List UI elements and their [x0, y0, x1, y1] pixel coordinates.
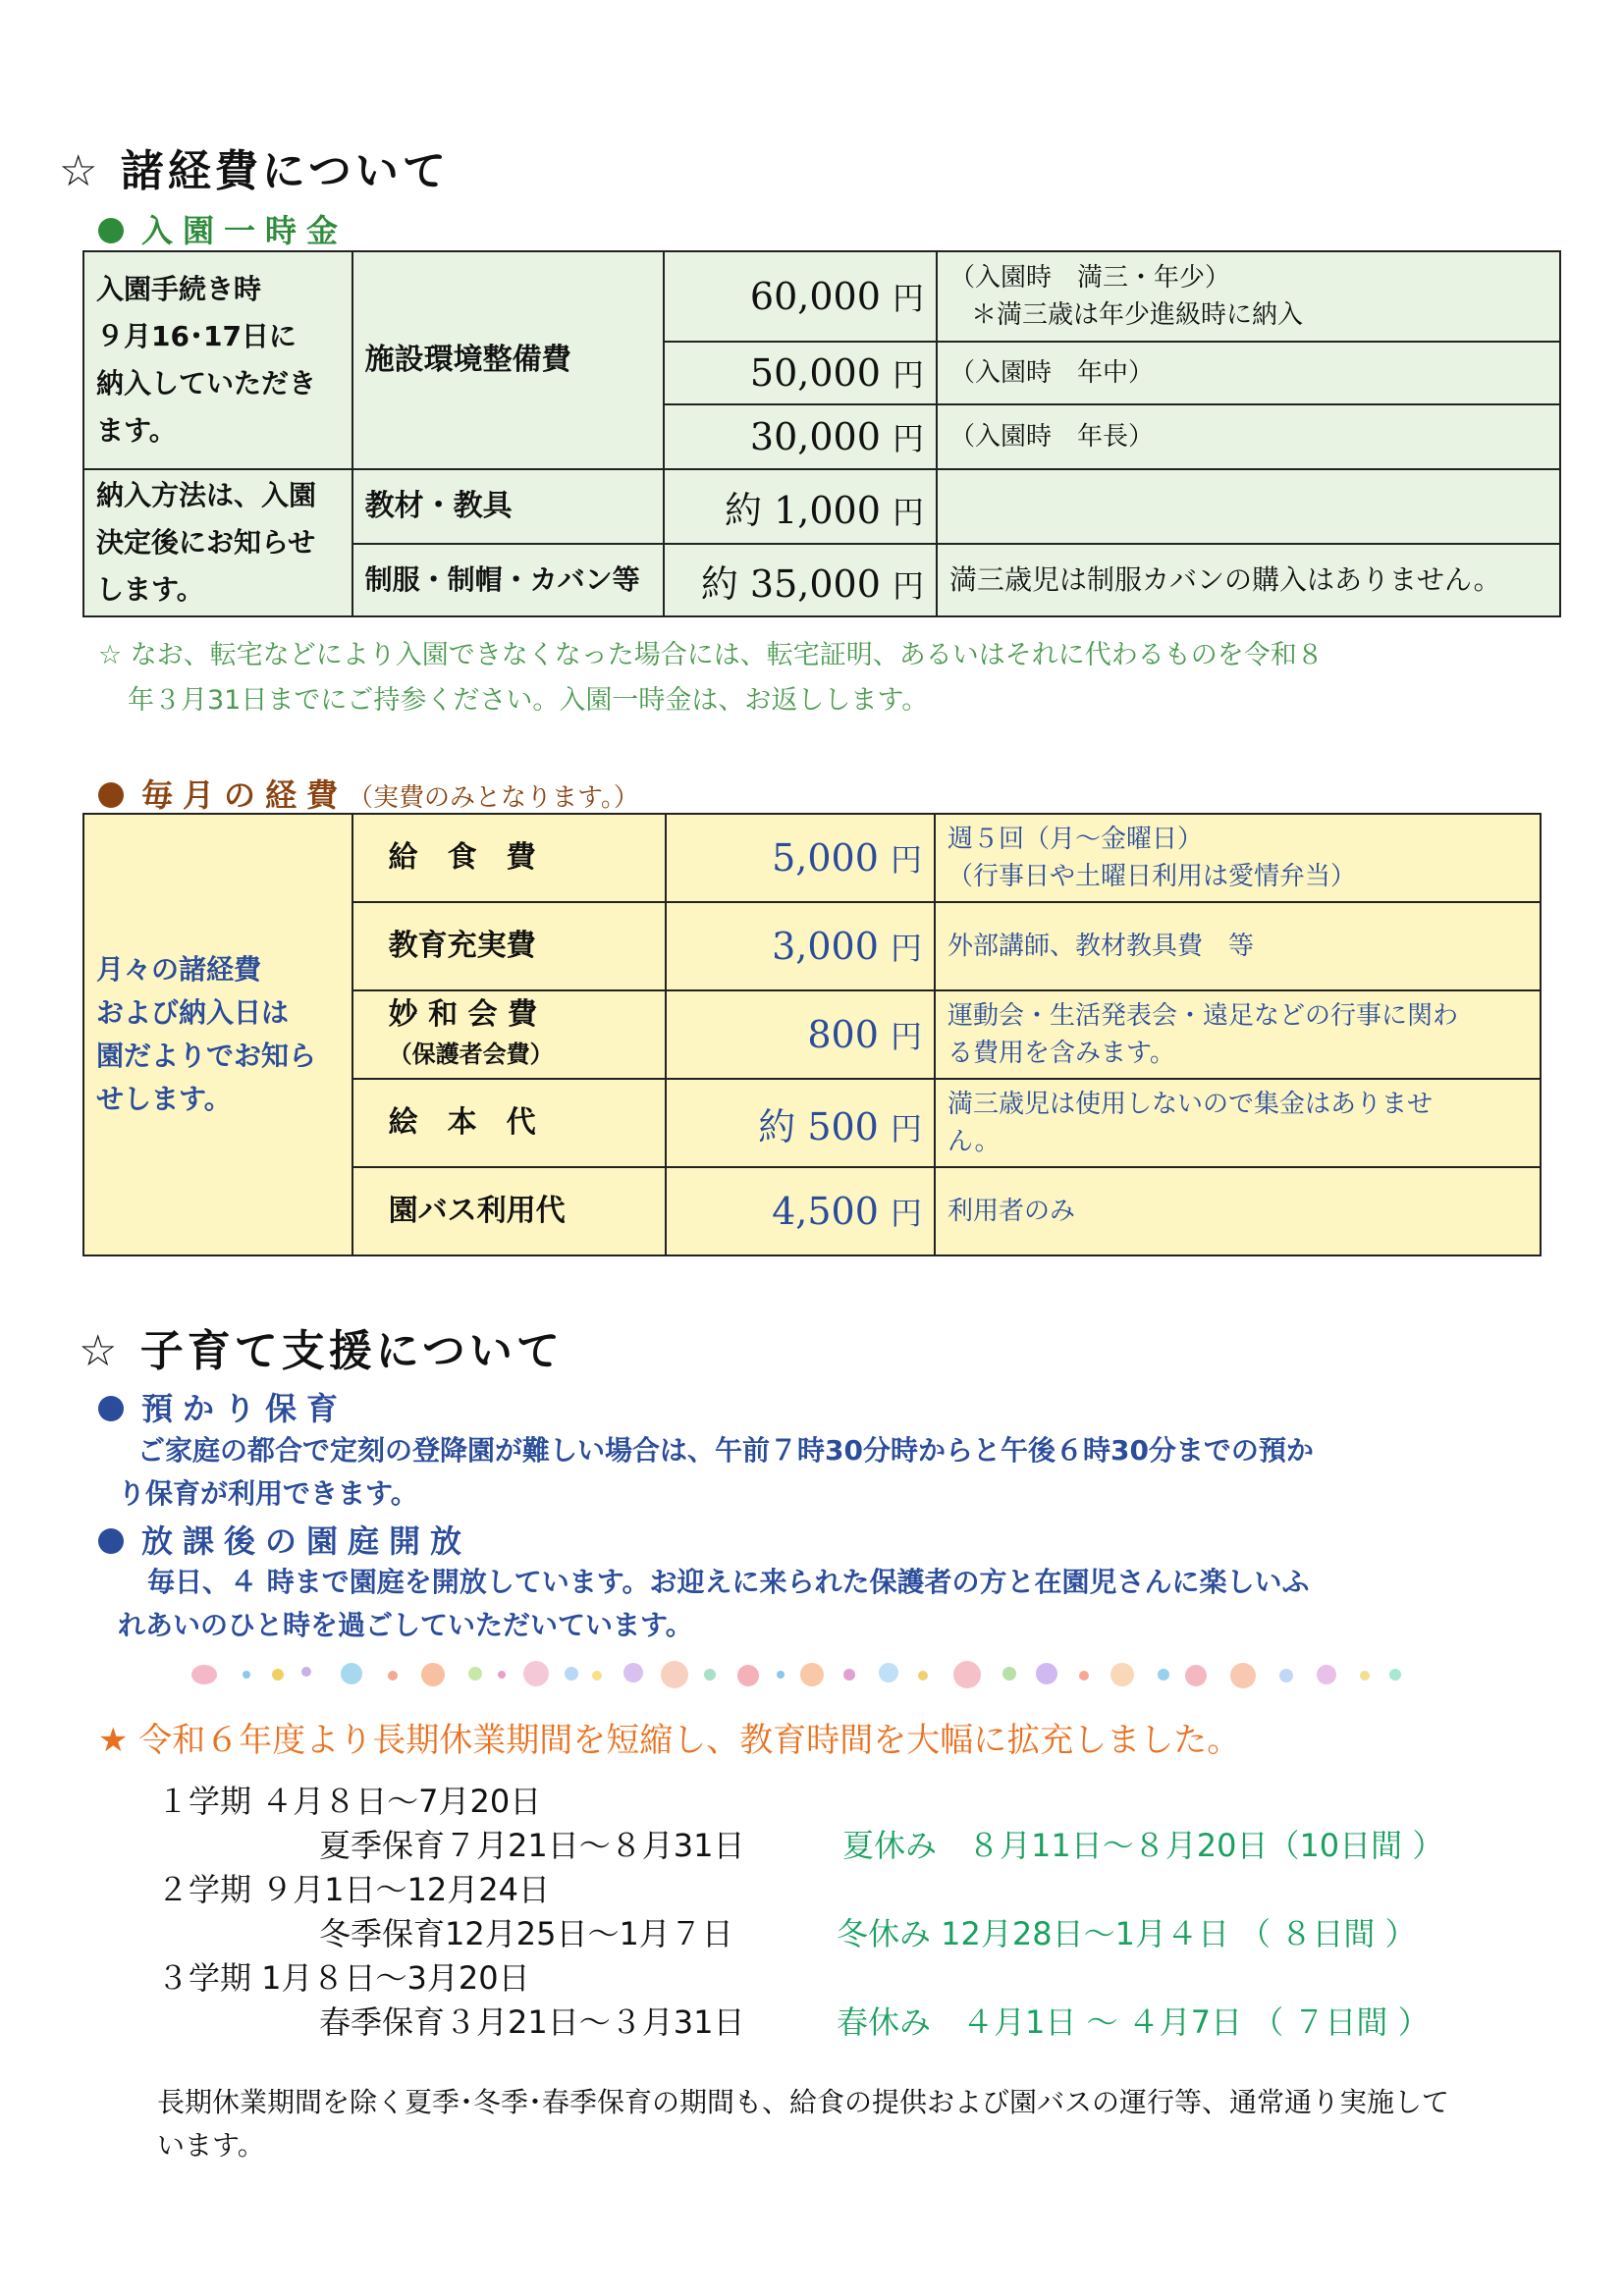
note-cell — [937, 251, 1560, 342]
amount-value: 4,500 — [772, 1190, 879, 1233]
sub-heading-label: 預かり保育 — [141, 1390, 349, 1427]
amount-value: 3,000 — [772, 925, 879, 968]
sub-heading-note: （実費のみとなります。） — [348, 783, 639, 813]
materials-label: 教材・教具 — [352, 469, 665, 544]
term3-dates: ３学期 1月８日～3月20日 — [157, 1959, 530, 1997]
extended-care-text — [118, 1429, 1532, 1516]
bullet-icon — [98, 1528, 124, 1554]
cell-text: 園だよりでお知ら — [96, 1040, 317, 1072]
amount-value: 5,000 — [772, 836, 879, 880]
note-cell: （入園時 年中） — [937, 342, 1560, 404]
section-title-childcare-support: ☆ 子育て支援について — [79, 1326, 564, 1376]
yen-unit: 円 — [890, 1018, 922, 1055]
yen-unit: 円 — [890, 930, 922, 967]
winter-holiday-dates: 冬休み 12月28日～1月４日 （ ８日間 ） — [837, 1915, 1417, 1952]
cell-text: （保護者会費） — [388, 1041, 554, 1068]
amount-value: 30,000 — [749, 415, 881, 458]
yen-unit: 円 — [890, 1195, 922, 1232]
footnote-line: 年３月31日までにご持参ください。入園一時金は、お返しします。 — [128, 685, 929, 716]
footnote-line: ☆ なお、転宅などにより入園できなくなった場合には、転宅証明、あるいはそれに代わるものを令和８ — [98, 640, 1324, 670]
cell-text: 妙 和 会 費 — [388, 997, 537, 1032]
paragraph-line: れあいのひと時を過ごしていただいています。 — [118, 1609, 693, 1641]
sub-heading-label: 毎月の経費 — [141, 776, 349, 814]
cell-text: 納入方法は、入園 — [96, 479, 317, 511]
sub-heading-label: 入園一時金 — [141, 212, 349, 249]
amount-value: 約 1,000 — [725, 488, 881, 532]
cell-text: します。 — [96, 573, 204, 606]
cell-text: および納入日は — [96, 996, 290, 1029]
note-text: 満三歳児は使用しないので集金はありませ — [947, 1090, 1433, 1119]
amount-value: 800 — [807, 1013, 879, 1056]
sub-heading-label: 放課後の園庭開放 — [141, 1522, 472, 1560]
yen-unit: 円 — [890, 841, 922, 879]
paragraph-line: います。 — [157, 2129, 265, 2162]
sub-heading-garden-opening — [98, 1517, 471, 1562]
sub-heading-extended-care — [98, 1384, 348, 1429]
amount-value: 50,000 — [749, 351, 881, 395]
amount-cell — [664, 342, 937, 404]
picture-book-fee-label: 絵 本 代 — [352, 1079, 667, 1167]
note-cell: 満三歳児は制服カバンの購入はありません。 — [937, 544, 1560, 616]
note-text: （入園時 満三・年少） — [948, 263, 1230, 293]
parents-association-fee-label — [352, 990, 667, 1079]
note-cell — [937, 469, 1560, 544]
amount-value: 60,000 — [749, 275, 881, 318]
note-cell — [935, 814, 1541, 902]
amount-cell — [666, 902, 935, 990]
amount-cell — [664, 251, 937, 342]
payment-method-cell — [83, 469, 352, 616]
yen-unit: 円 — [890, 1109, 922, 1148]
enrollment-timing-cell — [83, 251, 352, 469]
amount-cell — [664, 544, 937, 616]
amount-cell — [664, 404, 937, 469]
yen-unit: 円 — [892, 356, 924, 394]
amount-value: 約 35,000 — [700, 561, 881, 606]
cell-text: 決定後にお知らせ — [96, 526, 316, 559]
yen-unit: 円 — [892, 493, 924, 531]
paragraph-line: ご家庭の都合で定刻の登降園が難しい場合は、午前７時30分時からと午後６時30分までの預か — [137, 1434, 1314, 1467]
amount-cell — [666, 814, 935, 902]
cell-text: せします。 — [96, 1083, 232, 1115]
cell-text: 入園手続き時 — [96, 273, 262, 305]
yen-unit: 円 — [892, 280, 924, 317]
note-cell — [935, 990, 1541, 1079]
amount-cell — [666, 1167, 935, 1255]
cell-text: ９月16･17日に — [96, 320, 297, 352]
note-text: （行事日や土曜日利用は愛情弁当） — [947, 862, 1356, 891]
facility-fee-label: 施設環境整備費 — [352, 251, 665, 469]
amount-value: 約 500 — [758, 1104, 879, 1148]
note-cell: （入園時 年長） — [937, 404, 1560, 469]
bullet-icon — [98, 218, 124, 243]
note-cell: 外部講師、教材教具費 等 — [935, 902, 1541, 990]
admission-fee-table — [82, 250, 1561, 617]
note-text: る費用を含みます。 — [947, 1039, 1175, 1068]
cell-text: ます。 — [96, 414, 177, 447]
note-text: 週５回（月～金曜日） — [947, 825, 1203, 854]
refund-footnote — [98, 633, 1324, 723]
section-title-expenses: ☆ 諸経費について — [59, 146, 450, 196]
winter-care-dates: 冬季保育12月25日～1月７日 — [319, 1915, 733, 1952]
sub-heading-admission-fee — [98, 206, 348, 251]
summer-care-dates: 夏季保育７月21日～８月31日 — [319, 1827, 745, 1864]
term1-dates: １学期 ４月８日～7月20日 — [157, 1783, 542, 1820]
note-cell — [935, 1079, 1541, 1167]
summer-holiday-dates: 夏休み ８月11日～８月20日（10日間 ） — [842, 1827, 1444, 1864]
spring-holiday-dates: 春休み ４月1日 ～ ４月7日 （ ７日間 ） — [837, 2003, 1430, 2041]
paragraph-line: 毎日、４ 時まで園庭を開放しています。お迎えに来られた保護者の方と在園児さんに楽しいふ — [147, 1566, 1310, 1598]
amount-cell — [666, 990, 935, 1079]
yen-unit: 円 — [892, 566, 924, 605]
note-text: ん。 — [947, 1127, 1001, 1156]
spring-care-dates: 春季保育３月21日～３月31日 — [319, 2003, 745, 2041]
term2-dates: ２学期 ９月1日～12月24日 — [157, 1871, 550, 1908]
education-fee-label: 教育充実費 — [352, 902, 667, 990]
uniform-label: 制服・制帽・カバン等 — [352, 544, 665, 616]
yen-unit: 円 — [892, 420, 924, 457]
cell-text: 月々の諸経費 — [96, 953, 262, 986]
monthly-info-cell — [83, 814, 352, 1255]
lunch-fee-label: 給 食 費 — [352, 814, 667, 902]
note-text: 運動会・生活発表会・遠足などの行事に関わ — [947, 1001, 1458, 1031]
bus-fee-label: 園バス利用代 — [352, 1167, 667, 1255]
paragraph-line: り保育が利用できます。 — [118, 1477, 418, 1510]
amount-cell — [666, 1079, 935, 1167]
monthly-fees-table — [82, 813, 1542, 1256]
closing-note — [157, 2081, 1532, 2167]
cell-text: 納入していただき — [96, 367, 317, 400]
bullet-icon — [98, 782, 124, 808]
decorative-dots — [191, 1657, 1409, 1692]
sub-heading-monthly-fees — [98, 771, 639, 816]
note-cell: 利用者のみ — [935, 1167, 1541, 1255]
amount-cell — [664, 469, 937, 544]
garden-opening-text — [118, 1561, 1532, 1647]
bullet-icon — [98, 1396, 124, 1421]
announcement-banner: ★ 令和６年度より長期休業期間を短縮し、教育時間を大幅に拡充しました。 — [98, 1721, 1241, 1760]
paragraph-line: 長期休業期間を除く夏季･冬季･春季保育の期間も、給食の提供および園バスの運行等、通常通り実施して — [157, 2086, 1450, 2118]
note-text: ＊満三歳は年少進級時に納入 — [970, 300, 1303, 330]
